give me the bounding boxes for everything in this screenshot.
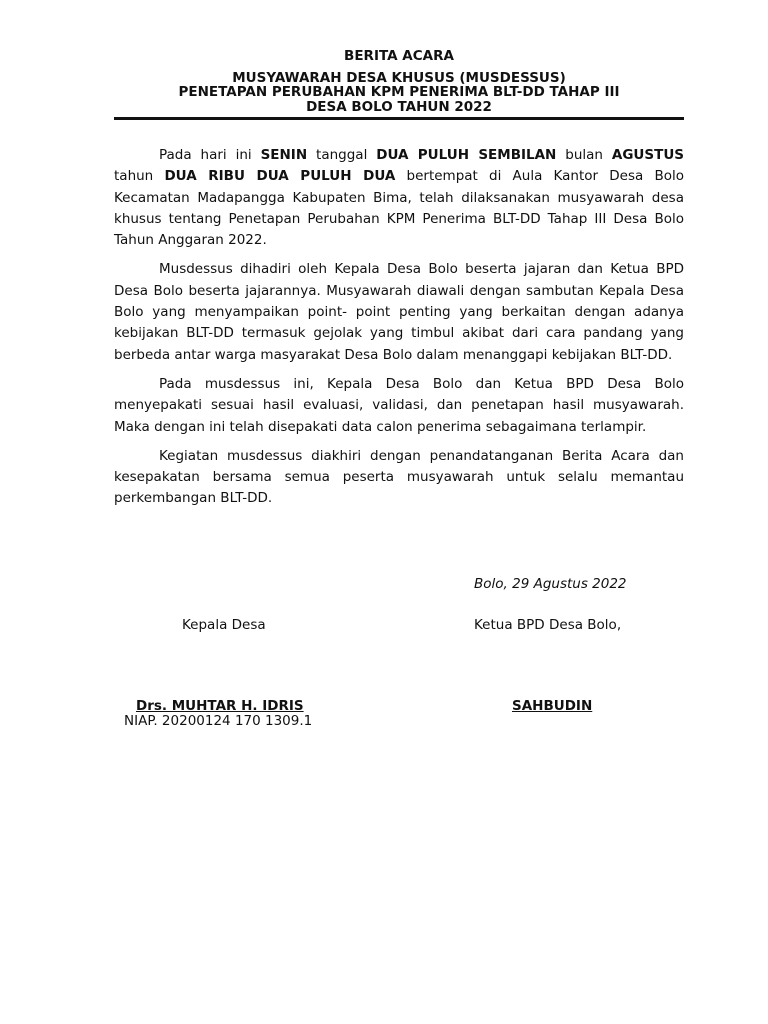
document-header (114, 49, 684, 114)
signatory-left-id: NIAP. 20200124 170 1309.1 (124, 713, 313, 729)
signatory-left-role: Kepala Desa (182, 617, 266, 633)
year-words: DUA RIBU DUA PULUH DUA (164, 168, 396, 185)
paragraph-opening-text-2: tanggal (307, 147, 377, 163)
paragraph-opening-text-3: bulan (556, 147, 612, 163)
header-divider (114, 117, 684, 120)
paragraph-opening-text-1: Pada hari ini (159, 147, 261, 163)
day-name: SENIN (260, 147, 308, 163)
paragraph-agreement: Pada musdessus ini, Kepala Desa Bolo dan Ketua BPD Desa Bolo menyepakati sesuai hasil evaluasi, validasi, dan penetapan hasil musyawarah. Maka dengan ini telah disepakati data calon penerima sebagaimana terlampir. (114, 375, 684, 435)
document-subtitle-3: DESA BOLO TAHUN 2022 (306, 98, 492, 115)
month-name: AGUSTUS (611, 147, 684, 163)
signatory-right-name: SAHBUDIN (512, 698, 593, 714)
place-date: Bolo, 29 Agustus 2022 (474, 576, 627, 592)
paragraph-attendance: Musdessus dihadiri oleh Kepala Desa Bolo beserta jajaran dan Ketua BPD Desa Bolo beserta jajarannya. Musyawarah diawali dengan sambutan Kepala Desa Bolo yang menyampaikan point- point penting yang berkaitan dengan adanya kebijakan BLT-DD termasuk gejolak yang timbul akibat dari cara pandang yang berbeda antar warga masyarakat Desa Bolo dalam menanggapi kebijakan BLT-DD. (114, 261, 684, 363)
signatory-right-role: Ketua BPD Desa Bolo, (474, 617, 622, 633)
document-subtitle-2: PENETAPAN PERUBAHAN KPM PENERIMA BLT-DD TAHAP III (178, 84, 620, 100)
document-subtitle-1: MUSYAWARAH DESA KHUSUS (MUSDESSUS) (232, 69, 566, 86)
paragraph-opening-text-5: bertempat di Aula Kantor Desa Bolo Kecamatan Madapangga Kabupaten Bima, telah dilaksanakan musyawarah desa khusus tentang Penetapan Perubahan KPM Penerima BLT-DD Tahap III Desa Bolo Tahun Anggaran 2022. (114, 168, 685, 249)
signatory-left-name: Drs. MUHTAR H. IDRIS (136, 698, 304, 714)
paragraph-opening (114, 145, 684, 251)
paragraph-opening-text-4: tahun (114, 168, 165, 185)
paragraph-closing: Kegiatan musdessus diakhiri dengan penandatanganan Berita Acara dan kesepakatan bersama semua peserta musyawarah untuk selalu memantau perkembangan BLT-DD. (114, 447, 684, 507)
date-words: DUA PULUH SEMBILAN (376, 147, 557, 163)
document-body (114, 145, 684, 518)
document-title: BERITA ACARA (344, 48, 454, 64)
